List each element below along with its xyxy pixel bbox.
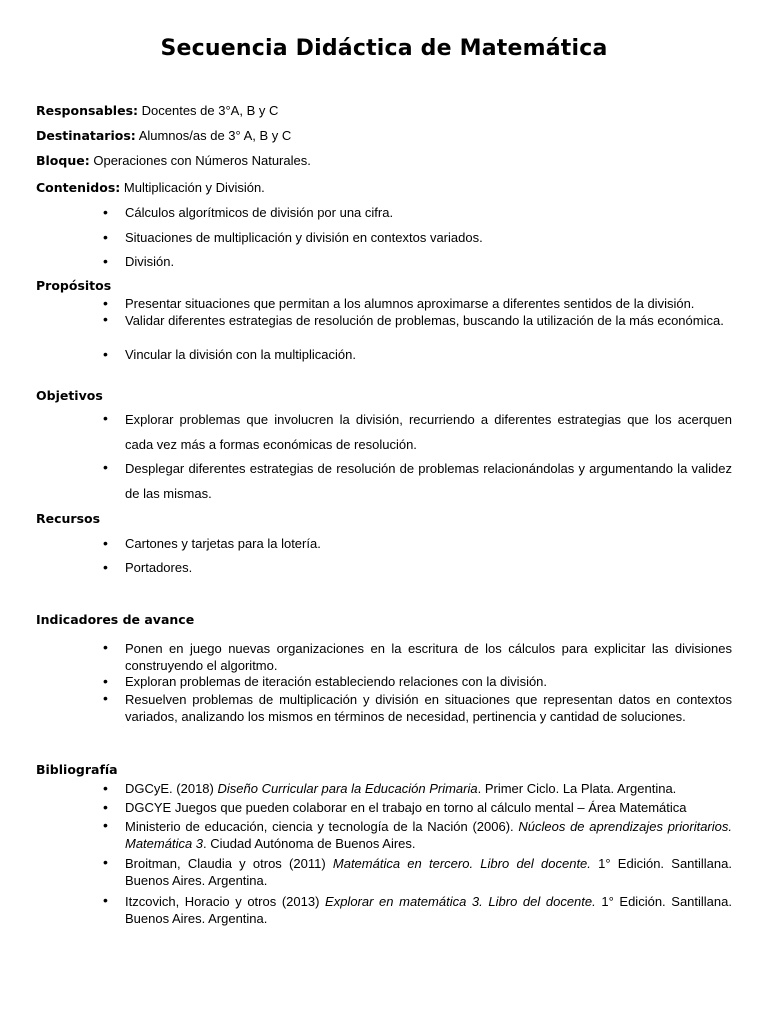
entry-title: Diseño Curricular para la Educación Primaria <box>217 781 478 796</box>
entry-text: 1° Edición. Santillana. Buenos Aires. Argentina. <box>125 856 732 888</box>
field-value: Alumnos/as de 3° A, B y C <box>138 128 292 143</box>
section-heading-objetivos: Objetivos <box>36 388 103 403</box>
list-item: • Resuelven problemas de multiplicación y división en situaciones que representan datos en contextos variados, analizando los mismos en términos de necesidad, pertinencia y cantidad de soluciones. <box>125 691 732 725</box>
bibliography-entry <box>125 818 732 852</box>
list-item: • División. <box>125 254 732 269</box>
entry-text: . Ciudad Autónoma de Buenos Aires. <box>203 836 416 851</box>
list-item: • Cálculos algorítmicos de división por una cifra. <box>125 205 732 220</box>
field-contenidos <box>36 180 265 195</box>
field-value: Multiplicación y División. <box>123 180 265 195</box>
bibliography-entry <box>125 855 732 889</box>
field-value: Docentes de 3°A, B y C <box>141 103 279 118</box>
entry-title: Matemática en tercero. Libro del docente. <box>332 856 591 871</box>
entry-text: Itzcovich, Horacio y otros (2013) <box>125 894 326 909</box>
field-label: Bloque: <box>36 153 90 168</box>
entry-text: . Primer Ciclo. La Plata. Argentina. <box>477 781 677 796</box>
page-title: Secuencia Didáctica de Matemática <box>160 36 608 61</box>
list-item: • Portadores. <box>125 560 732 575</box>
field-label: Destinatarios: <box>36 128 136 143</box>
entry-text: DGCyE. (2018) <box>125 781 218 796</box>
entry-title: Explorar en matemática 3. Libro del docente. <box>325 894 596 909</box>
list-item: • Desplegar diferentes estrategias de resolución de problemas relacionándolas y argumentando la validez de las mismas. <box>125 456 732 506</box>
bibliography-entry <box>125 893 732 927</box>
list-item: • Cartones y tarjetas para la lotería. <box>125 536 732 551</box>
field-bloque <box>36 153 311 168</box>
field-label: Contenidos: <box>36 180 121 195</box>
list-item: • Vincular la división con la multiplicación. <box>125 347 732 362</box>
list-item: • Explorar problemas que involucren la división, recurriendo a diferentes estrategias que los acerquen cada vez más a formas económicas de resolución. <box>125 407 732 457</box>
section-heading-propositos: Propósitos <box>36 278 112 293</box>
list-item: • Presentar situaciones que permitan a los alumnos aproximarse a diferentes sentidos de la división. <box>125 296 732 311</box>
field-responsables <box>36 103 278 118</box>
section-heading-recursos: Recursos <box>36 511 101 526</box>
entry-text: Ministerio de educación, ciencia y tecnología de la Nación (2006). <box>125 819 519 834</box>
section-heading-indicadores: Indicadores de avance <box>36 612 195 627</box>
field-destinatarios <box>36 128 291 143</box>
entry-title: Núcleos de aprendizajes prioritarios. Matemática 3 <box>125 819 732 851</box>
field-label: Responsables: <box>36 103 139 118</box>
entry-text: Broitman, Claudia y otros (2011) <box>125 856 333 871</box>
field-value: Operaciones con Números Naturales. <box>93 153 311 168</box>
bibliography-entry <box>125 800 732 815</box>
list-item: • Ponen en juego nuevas organizaciones en la escritura de los cálculos para explicitar las divisiones construyendo el algoritmo. <box>125 640 732 674</box>
list-item: • Exploran problemas de iteración estableciendo relaciones con la división. <box>125 674 732 689</box>
entry-text: 1° Edición. Santillana. Buenos Aires. Argentina. <box>125 894 732 926</box>
section-heading-bibliografia: Bibliografía <box>36 762 118 777</box>
list-item: • Situaciones de multiplicación y división en contextos variados. <box>125 230 732 245</box>
entry-text: DGCYE Juegos que pueden colaborar en el trabajo en torno al cálculo mental – Área Matemática <box>125 800 687 815</box>
list-item: • Validar diferentes estrategias de resolución de problemas, buscando la utilización de la más económica. <box>125 312 732 329</box>
bibliography-entry <box>125 781 732 796</box>
